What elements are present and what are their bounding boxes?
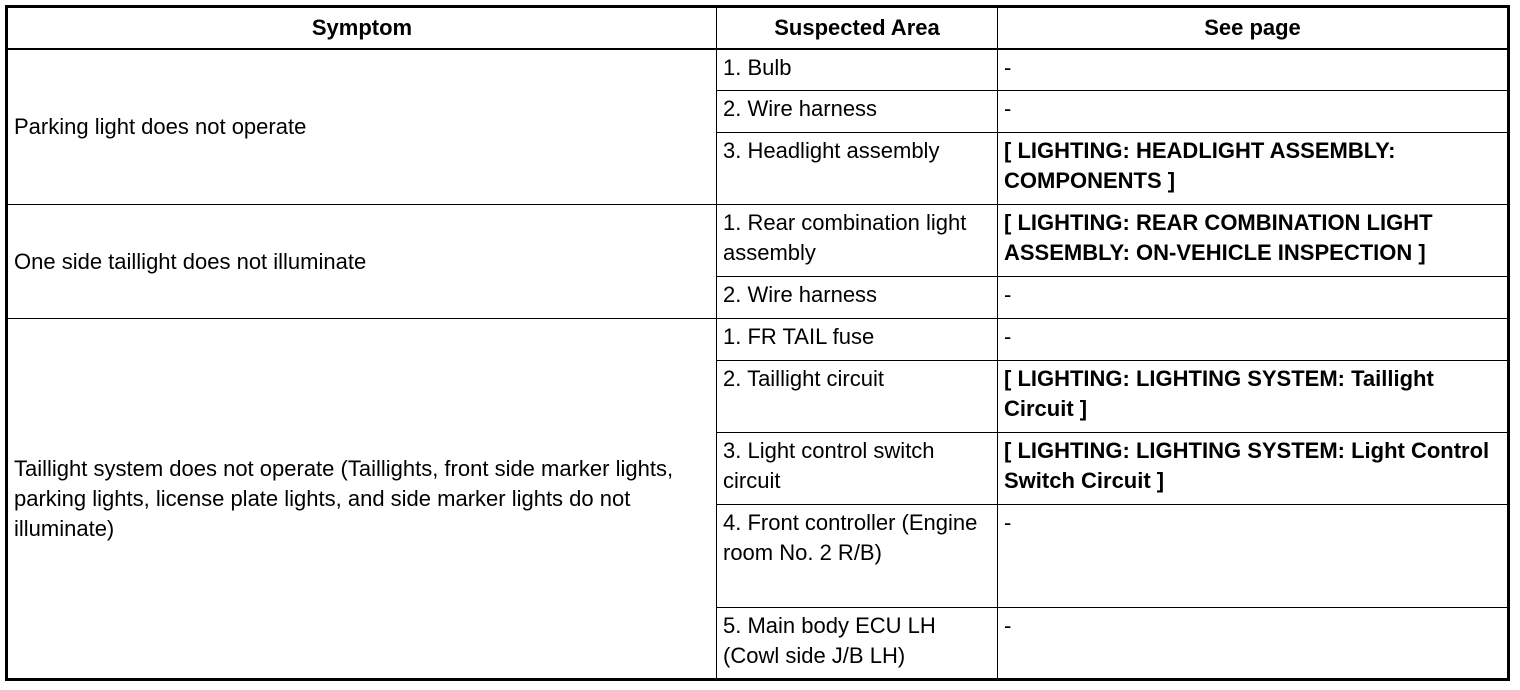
symptom-cell: One side taillight does not illuminate (7, 205, 717, 319)
suspected-area-cell: 3. Headlight assembly (717, 133, 998, 205)
suspected-area-cell: 1. Rear combination light assembly (717, 205, 998, 277)
see-page-link[interactable]: [ LIGHTING: HEADLIGHT ASSEMBLY: COMPONENTS ] (998, 133, 1509, 205)
troubleshooting-table (5, 5, 1510, 681)
table-row (7, 319, 1509, 361)
see-page-link[interactable]: [ LIGHTING: LIGHTING SYSTEM: Taillight Circuit ] (998, 361, 1509, 433)
header-see-page: See page (998, 7, 1509, 49)
suspected-area-cell: 2. Taillight circuit (717, 361, 998, 433)
symptom-cell: Taillight system does not operate (Taillights, front side marker lights, parking lights, license plate lights, and side marker lights do not illuminate) (7, 319, 717, 680)
see-page-cell: - (998, 49, 1509, 91)
see-page-cell: - (998, 91, 1509, 133)
symptom-cell: Parking light does not operate (7, 49, 717, 205)
see-page-link[interactable]: [ LIGHTING: LIGHTING SYSTEM: Light Control Switch Circuit ] (998, 433, 1509, 505)
suspected-area-cell: 5. Main body ECU LH (Cowl side J/B LH) (717, 608, 998, 680)
header-row (7, 7, 1509, 49)
see-page-link[interactable]: [ LIGHTING: REAR COMBINATION LIGHT ASSEMBLY: ON-VEHICLE INSPECTION ] (998, 205, 1509, 277)
suspected-area-cell: 2. Wire harness (717, 91, 998, 133)
see-page-cell: - (998, 319, 1509, 361)
see-page-cell: - (998, 505, 1509, 608)
header-suspected-area: Suspected Area (717, 7, 998, 49)
suspected-area-cell: 4. Front controller (Engine room No. 2 R/B) (717, 505, 998, 608)
suspected-area-cell: 3. Light control switch circuit (717, 433, 998, 505)
see-page-cell: - (998, 608, 1509, 680)
suspected-area-cell: 1. Bulb (717, 49, 998, 91)
header-symptom: Symptom (7, 7, 717, 49)
suspected-area-cell: 2. Wire harness (717, 277, 998, 319)
suspected-area-cell: 1. FR TAIL fuse (717, 319, 998, 361)
see-page-cell: - (998, 277, 1509, 319)
table-row (7, 49, 1509, 91)
table-row (7, 205, 1509, 277)
